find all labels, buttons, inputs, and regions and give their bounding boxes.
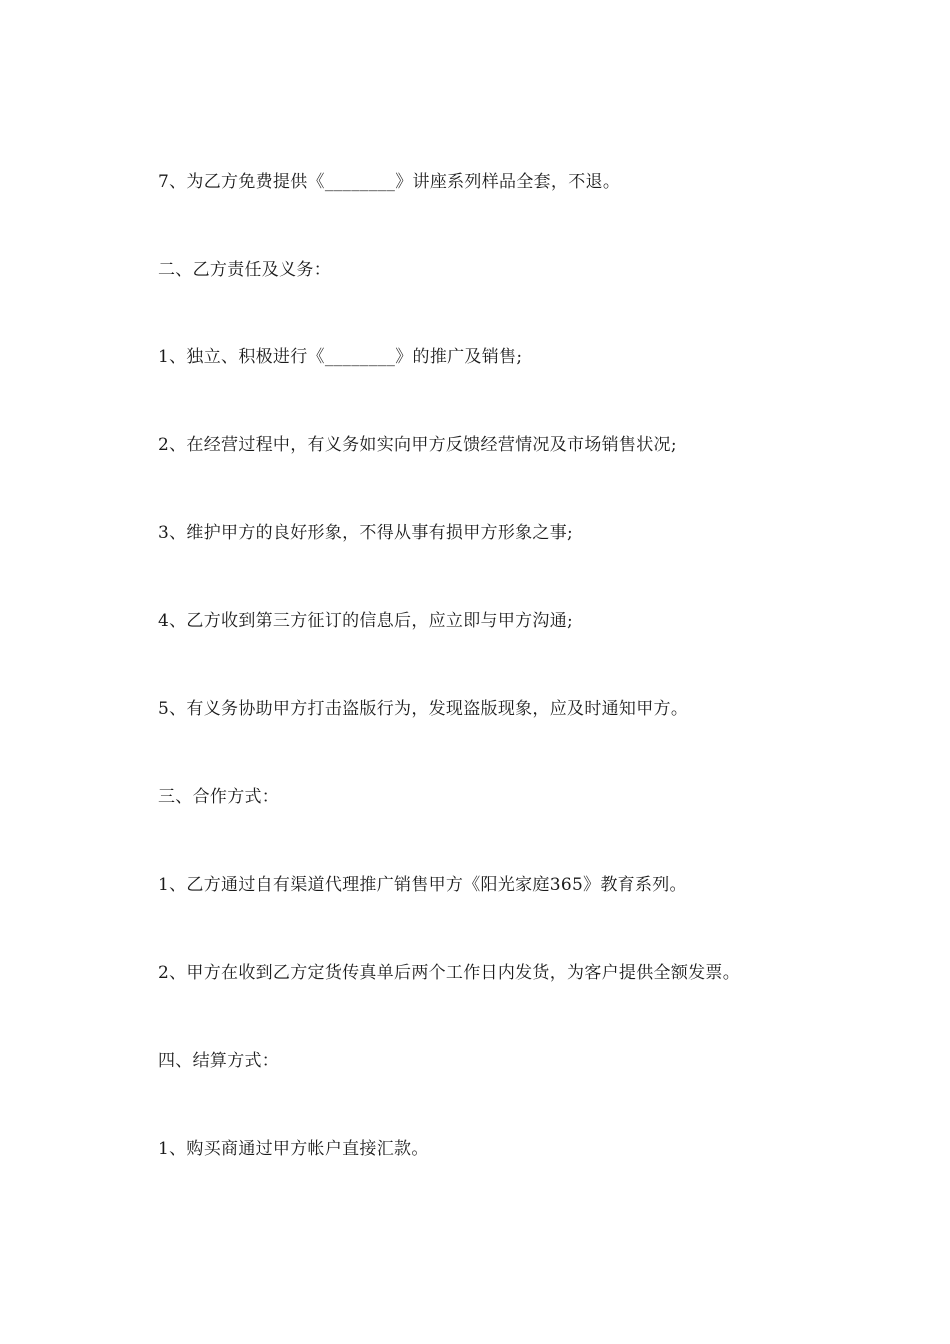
clause-paragraph: 1、独立、积极进行《________》的推广及销售; xyxy=(158,347,523,367)
section-heading: 二、乙方责任及义务： xyxy=(158,260,331,280)
section-heading: 四、结算方式： xyxy=(158,1051,280,1071)
clause-paragraph: 7、为乙方免费提供《________》讲座系列样品全套，不退。 xyxy=(158,172,621,192)
clause-paragraph: 2、甲方在收到乙方定货传真单后两个工作日内发货，为客户提供全额发票。 xyxy=(158,963,741,983)
clause-paragraph: 5、有义务协助甲方打击盗版行为，发现盗版现象，应及时通知甲方。 xyxy=(158,699,689,719)
clause-paragraph: 3、维护甲方的良好形象，不得从事有损甲方形象之事; xyxy=(158,523,574,543)
clause-paragraph: 1、乙方通过自有渠道代理推广销售甲方《阳光家庭365》教育系列。 xyxy=(158,875,687,895)
section-heading: 三、合作方式： xyxy=(158,787,280,807)
clause-paragraph: 4、乙方收到第三方征订的信息后，应立即与甲方沟通; xyxy=(158,611,574,631)
clause-paragraph: 1、购买商通过甲方帐户直接汇款。 xyxy=(158,1139,429,1159)
clause-paragraph: 2、在经营过程中，有义务如实向甲方反馈经营情况及市场销售状况; xyxy=(158,435,677,455)
